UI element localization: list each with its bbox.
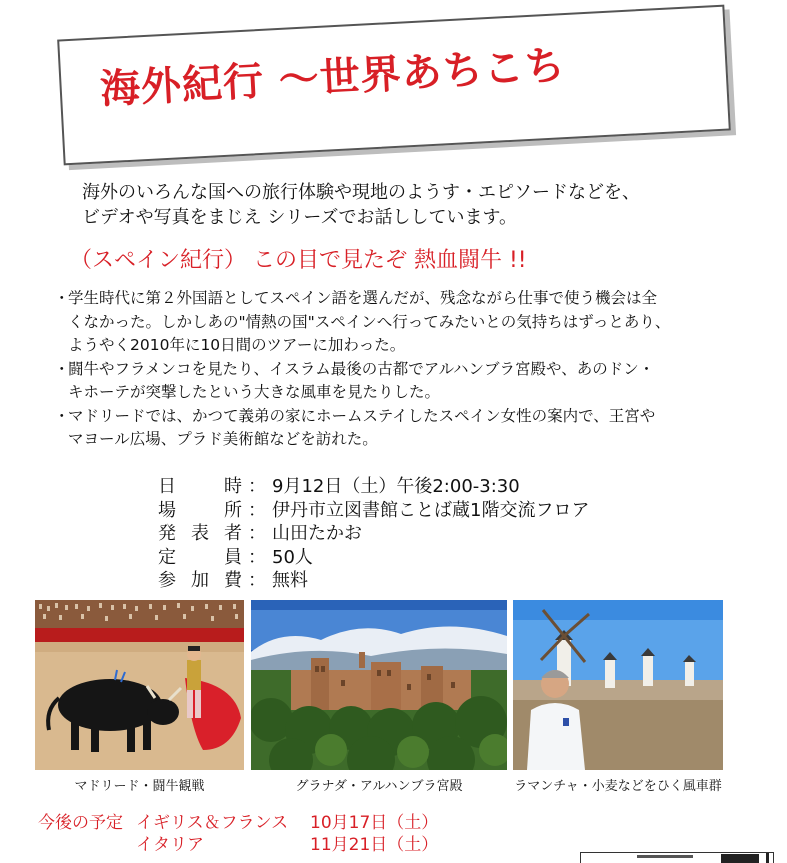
- bullet-item: [54, 287, 744, 358]
- detail-row-venue: [158, 499, 589, 523]
- subtitle: （スペイン紀行） この目で見たぞ 熱血闘牛 !!: [70, 248, 527, 273]
- detail-colon: ：: [248, 523, 266, 544]
- bullet-line: マドリードでは、かつて義弟の家にホームステイしたスペイン女性の案内で、王宮や: [68, 406, 656, 425]
- bullet-item: [54, 358, 744, 405]
- schedule-date: 10月17日（土）: [310, 813, 439, 833]
- detail-row-fee: [158, 569, 589, 593]
- detail-label: 発表者: [158, 523, 242, 544]
- upcoming-schedule: [38, 812, 438, 856]
- bullet-line: マヨール広場、プラド美術館などを訪れた。: [68, 430, 378, 448]
- detail-value: 9月12日（土）午後2:00-3:30: [272, 476, 520, 497]
- detail-value: 山田たかお: [272, 523, 362, 544]
- intro-line: 海外のいろんな国への旅行体験や現地のようす・エピソードなどを、: [82, 182, 640, 203]
- schedule-row: [38, 834, 438, 856]
- bullet-list: [54, 287, 744, 452]
- logo-stamp: [580, 852, 774, 863]
- bullet-marker: ・: [54, 406, 70, 425]
- photo-caption: マドリード・闘牛観戦: [74, 779, 205, 794]
- bullet-item: [54, 405, 744, 452]
- alhambra-photo: [251, 600, 507, 770]
- schedule-date: 11月21日（土）: [310, 835, 439, 855]
- bullet-marker: ・: [54, 289, 70, 307]
- bullet-line: くなかった。しかしあの"情熱の国"スペインへ行ってみたいとの気持ちはずっとあり、: [68, 312, 671, 331]
- windmills-photo: [513, 600, 723, 770]
- bullet-line: 学生時代に第２外国語としてスペイン語を選んだが、残念ながら仕事で使う機会は全: [68, 289, 658, 307]
- detail-colon: ：: [248, 570, 266, 591]
- logo-text-mark: [637, 855, 693, 858]
- photo-caption: グラナダ・アルハンブラ宮殿: [295, 779, 463, 794]
- bullet-line: 闘牛やフラメンコを見たり、イスラム最後の古都でアルハンブラ宮殿や、あのドン・: [68, 359, 655, 378]
- schedule-row: [38, 812, 438, 834]
- schedule-place: イギリス＆フランス: [136, 813, 289, 833]
- schedule-heading: 今後の予定: [38, 813, 123, 833]
- bullet-line: キホーテが突撃したという大きな風車を見たりした。: [68, 383, 441, 401]
- detail-label: 定員: [158, 546, 242, 568]
- detail-row-presenter: [158, 522, 589, 546]
- schedule-place: イタリア: [136, 835, 204, 855]
- detail-value: 伊丹市立図書館ことば蔵1階交流フロア: [272, 499, 590, 521]
- page-title: 海外紀行 ～世界あちこち: [98, 42, 567, 113]
- bullet-marker: ・: [54, 359, 70, 378]
- detail-label: 場所: [158, 499, 242, 521]
- intro-paragraph: [82, 180, 742, 230]
- intro-line: ビデオや写真をまじえ シリーズでお話ししています。: [82, 207, 518, 228]
- detail-row-datetime: [158, 475, 589, 499]
- schedule-heading: [38, 834, 136, 856]
- detail-colon: ：: [248, 499, 266, 521]
- bullet-line: ようやく2010年に10日間のツアーに加わった。: [68, 336, 406, 354]
- detail-row-capacity: [158, 546, 589, 570]
- photo-caption: ラマンチャ・小麦などをひく風車群: [514, 779, 722, 794]
- detail-value: 50人: [272, 546, 313, 568]
- detail-label: 日時: [158, 476, 242, 497]
- bullfight-photo: [35, 600, 244, 770]
- event-details: [158, 475, 589, 593]
- detail-value: 無料: [272, 570, 308, 591]
- detail-colon: ：: [248, 546, 266, 568]
- detail-label: 参加費: [158, 570, 242, 591]
- detail-colon: ：: [248, 476, 266, 497]
